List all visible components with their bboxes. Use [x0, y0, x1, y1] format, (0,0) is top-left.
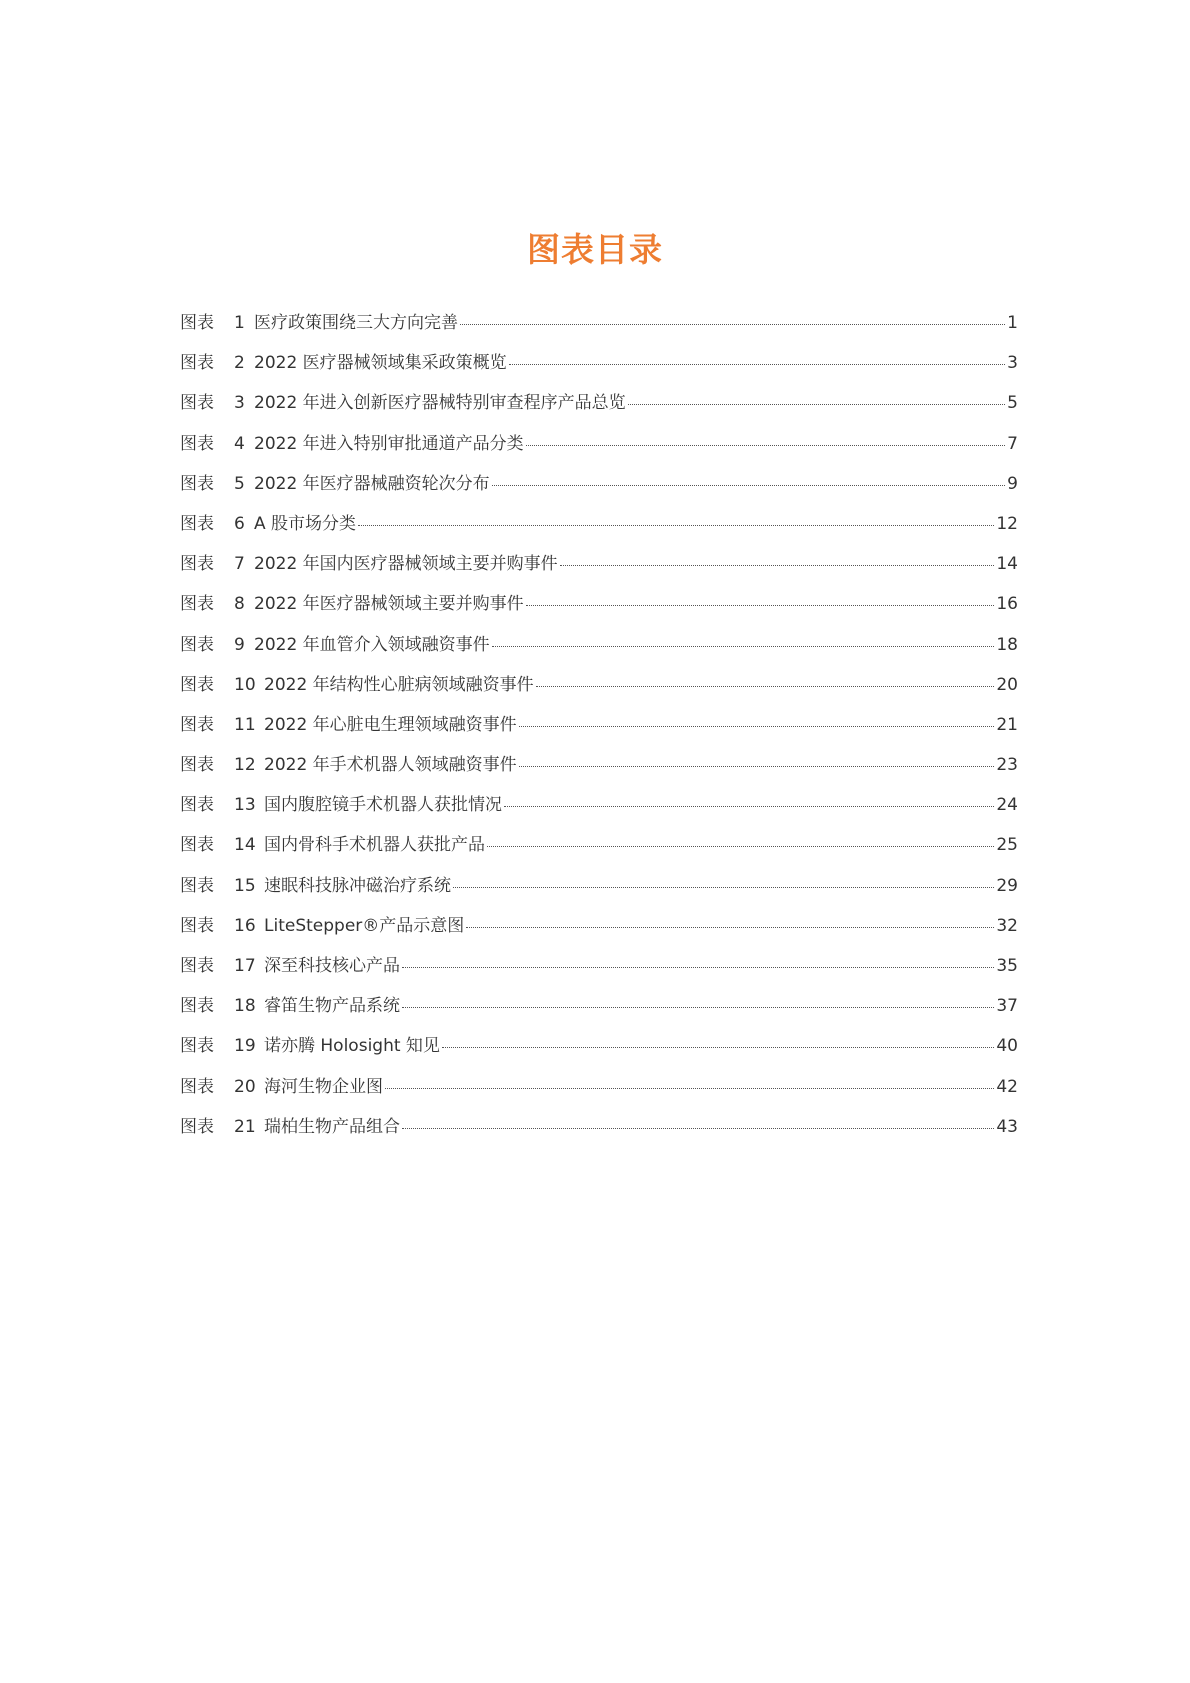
toc-entry-label: 图表: [180, 875, 214, 896]
toc-entry-number: 9: [234, 634, 245, 655]
toc-entry-label: 图表: [180, 996, 214, 1017]
toc-entry[interactable]: [180, 1033, 1018, 1073]
toc-dot-leader: [358, 525, 994, 526]
toc-entry-label: 图表: [180, 313, 214, 333]
toc-entry-page-number: 7: [1007, 433, 1018, 454]
page-title: 图表目录: [527, 230, 663, 269]
toc-entry-label: 图表: [180, 714, 214, 735]
toc-dot-leader: [560, 565, 995, 566]
toc-entry-page-number: 24: [996, 795, 1018, 816]
toc-dot-leader: [492, 485, 1006, 486]
toc-entry[interactable]: [180, 953, 1018, 993]
toc-entry-page-number: 18: [996, 634, 1018, 655]
toc-dot-leader: [402, 1007, 994, 1008]
table-of-figures: [180, 310, 1018, 1154]
toc-entry-number: 11: [234, 714, 256, 735]
toc-entry-number: 19: [234, 1036, 256, 1057]
toc-entry-label: 图表: [180, 473, 214, 494]
toc-dot-leader: [536, 686, 995, 687]
toc-entry-number: 21: [234, 1116, 256, 1137]
toc-entry-label: 图表: [180, 674, 214, 695]
toc-dot-leader: [385, 1088, 994, 1089]
toc-entry-label: 图表: [180, 393, 214, 414]
toc-entry-label: 图表: [180, 594, 214, 615]
toc-entry[interactable]: [180, 591, 1018, 631]
toc-entry-page-number: 37: [996, 996, 1018, 1017]
toc-entry-title: 2022 医疗器械领域集采政策概览: [254, 353, 507, 374]
toc-dot-leader: [526, 445, 1006, 446]
toc-entry-page-number: 1: [1007, 313, 1018, 333]
toc-dot-leader: [504, 806, 994, 807]
toc-dot-leader: [466, 927, 994, 928]
toc-entry-page-number: 3: [1007, 353, 1018, 374]
toc-entry[interactable]: [180, 390, 1018, 430]
toc-dot-leader: [442, 1047, 994, 1048]
toc-entry[interactable]: [180, 511, 1018, 551]
toc-entry-title: 2022 年进入创新医疗器械特别审查程序产品总览: [254, 393, 626, 414]
toc-entry-page-number: 14: [996, 554, 1018, 575]
toc-entry-title: 瑞柏生物产品组合: [264, 1116, 400, 1137]
toc-entry[interactable]: [180, 752, 1018, 792]
toc-entry-title: 深至科技核心产品: [264, 956, 400, 976]
toc-entry-number: 5: [234, 473, 245, 494]
toc-entry[interactable]: [180, 792, 1018, 832]
toc-dot-leader: [492, 646, 995, 647]
toc-entry-number: 20: [234, 1076, 256, 1097]
toc-entry-page-number: 23: [996, 755, 1018, 776]
toc-entry-title: A 股市场分类: [254, 513, 357, 534]
toc-entry-label: 图表: [180, 433, 214, 454]
toc-entry[interactable]: [180, 310, 1018, 350]
toc-entry-label: 图表: [180, 915, 214, 936]
toc-entry-label: 图表: [180, 956, 214, 976]
toc-entry-number: 14: [234, 835, 256, 856]
toc-entry-page-number: 9: [1007, 473, 1018, 494]
toc-entry-title: 2022 年医疗器械融资轮次分布: [254, 473, 490, 494]
toc-entry[interactable]: [180, 993, 1018, 1033]
toc-entry[interactable]: [180, 712, 1018, 752]
toc-dot-leader: [487, 846, 994, 847]
toc-entry-label: 图表: [180, 795, 214, 816]
toc-entry-page-number: 21: [996, 714, 1018, 735]
toc-entry-label: 图表: [180, 835, 214, 856]
toc-entry-page-number: 25: [996, 835, 1018, 856]
toc-entry-page-number: 40: [996, 1036, 1018, 1057]
toc-entry-label: 图表: [180, 755, 214, 776]
toc-entry-title: 诺亦腾 Holosight 知见: [264, 1036, 440, 1057]
toc-entry-title: 2022 年进入特别审批通道产品分类: [254, 433, 524, 454]
toc-dot-leader: [402, 967, 994, 968]
toc-entry-label: 图表: [180, 353, 214, 374]
toc-entry[interactable]: [180, 913, 1018, 953]
toc-dot-leader: [628, 404, 1006, 405]
toc-entry-label: 图表: [180, 1076, 214, 1097]
toc-entry-number: 7: [234, 554, 245, 575]
toc-entry-number: 2: [234, 353, 245, 374]
toc-entry-title: 医疗政策围绕三大方向完善: [254, 313, 458, 333]
toc-entry[interactable]: [180, 350, 1018, 390]
toc-entry-page-number: 5: [1007, 393, 1018, 414]
toc-entry-page-number: 42: [996, 1076, 1018, 1097]
toc-entry-title: 2022 年心脏电生理领域融资事件: [264, 714, 517, 735]
toc-entry[interactable]: [180, 431, 1018, 471]
toc-entry-title: 国内骨科手术机器人获批产品: [264, 835, 485, 856]
toc-entry-page-number: 32: [996, 915, 1018, 936]
toc-entry-title: 2022 年医疗器械领域主要并购事件: [254, 594, 524, 615]
toc-entry-page-number: 16: [996, 594, 1018, 615]
toc-entry-number: 15: [234, 875, 256, 896]
toc-entry-title: 2022 年手术机器人领域融资事件: [264, 755, 517, 776]
toc-entry-number: 10: [234, 674, 256, 695]
toc-entry-page-number: 35: [996, 956, 1018, 976]
toc-entry-number: 8: [234, 594, 245, 615]
toc-entry[interactable]: [180, 1074, 1018, 1114]
toc-dot-leader: [519, 726, 995, 727]
toc-entry-label: 图表: [180, 634, 214, 655]
toc-entry-number: 18: [234, 996, 256, 1017]
toc-dot-leader: [460, 324, 1005, 325]
toc-entry[interactable]: [180, 551, 1018, 591]
toc-entry-label: 图表: [180, 1116, 214, 1137]
toc-entry-label: 图表: [180, 1036, 214, 1057]
toc-entry-page-number: 20: [996, 674, 1018, 695]
toc-entry-title: 海河生物企业图: [264, 1076, 383, 1097]
toc-entry-title: LiteStepper®产品示意图: [264, 915, 465, 936]
toc-dot-leader: [526, 605, 995, 606]
toc-dot-leader: [519, 766, 995, 767]
toc-entry[interactable]: [180, 672, 1018, 712]
toc-entry-title: 睿笛生物产品系统: [264, 996, 400, 1017]
toc-entry-number: 3: [234, 393, 245, 414]
toc-entry-page-number: 12: [996, 513, 1018, 534]
toc-entry-label: 图表: [180, 513, 214, 534]
toc-entry[interactable]: [180, 832, 1018, 872]
toc-entry-page-number: 43: [996, 1116, 1018, 1137]
toc-entry-title: 2022 年结构性心脏病领域融资事件: [264, 674, 534, 695]
toc-entry-number: 6: [234, 513, 245, 534]
toc-entry-number: 4: [234, 433, 245, 454]
toc-entry-page-number: 29: [996, 875, 1018, 896]
toc-entry-title: 2022 年血管介入领域融资事件: [254, 634, 490, 655]
toc-entry-title: 国内腹腔镜手术机器人获批情况: [264, 795, 502, 816]
toc-entry-number: 12: [234, 755, 256, 776]
toc-dot-leader: [509, 364, 1006, 365]
toc-entry[interactable]: [180, 632, 1018, 672]
toc-entry-title: 速眠科技脉冲磁治疗系统: [264, 875, 451, 896]
toc-entry-number: 1: [234, 313, 245, 333]
toc-entry-number: 17: [234, 956, 256, 976]
toc-entry-label: 图表: [180, 554, 214, 575]
toc-entry[interactable]: [180, 1114, 1018, 1154]
toc-entry-title: 2022 年国内医疗器械领域主要并购事件: [254, 554, 558, 575]
toc-entry-number: 16: [234, 915, 256, 936]
toc-dot-leader: [402, 1128, 994, 1129]
toc-entry-number: 13: [234, 795, 256, 816]
toc-entry[interactable]: [180, 873, 1018, 913]
toc-entry[interactable]: [180, 471, 1018, 511]
toc-dot-leader: [453, 887, 994, 888]
